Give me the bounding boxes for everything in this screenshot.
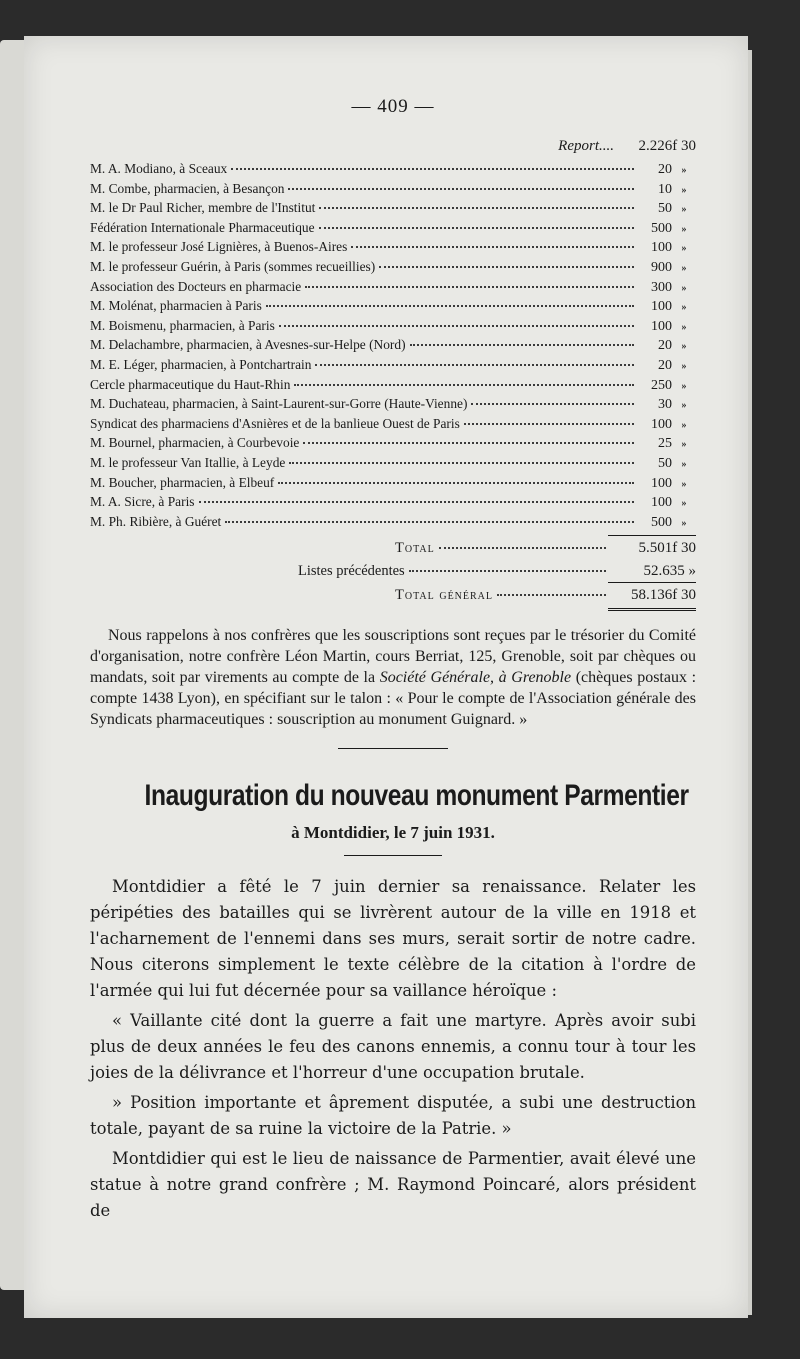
total-label: Total [395, 540, 435, 557]
general-double-rule [608, 608, 696, 611]
subscriber-name: M. le Dr Paul Richer, membre de l'Institut [90, 200, 316, 216]
leader-dots [315, 350, 634, 366]
subscriber-name: M. Delachambre, pharmacien, à Avesnes-sur-Helpe (Nord) [90, 337, 406, 353]
leader-dots [305, 272, 634, 288]
subscriber-name: Fédération Internationale Pharmaceutique [90, 219, 315, 235]
previous-lists-row [90, 559, 696, 582]
subscriber-name: M. A. Sicre, à Paris [90, 494, 195, 510]
subscriber-name: M. Boismenu, pharmacien, à Paris [90, 317, 275, 333]
total-value: 5.501f 30 [638, 540, 696, 557]
subscriber-name: M. Bournel, pharmacien, à Courbevoie [90, 435, 300, 451]
subscriber-name: M. A. Modiano, à Sceaux [90, 161, 228, 176]
leader-dots [303, 428, 634, 444]
subscriber-unit: » [681, 341, 687, 353]
subscriber-name: M. le professeur José Lignières, à Buenos-Aires [90, 239, 348, 255]
subscriber-amount: 50 [658, 455, 672, 471]
report-value: 2.226f 30 [638, 138, 696, 154]
leader-dots [464, 409, 634, 425]
subscriber-unit: » [681, 498, 687, 510]
subscriber-amount: 300 [651, 279, 672, 295]
section-divider [338, 748, 448, 749]
subscriber-name: M. le professeur Van Itallie, à Leyde [90, 454, 286, 470]
subscriber-unit: » [681, 400, 687, 412]
subscriber-amount: 20 [658, 338, 672, 354]
totals-block [90, 535, 696, 611]
subscriber-name: M. le professeur Guérin, à Paris (sommes recueillies) [90, 258, 376, 274]
general-total-row [90, 583, 696, 606]
subscriber-name: M. Duchateau, pharmacien, à Saint-Laurent-sur-Gorre (Haute-Vienne) [90, 396, 468, 412]
subscriber-amount: 100 [651, 416, 672, 432]
subscriber-amount: 100 [651, 299, 672, 315]
leader-dots [288, 174, 634, 190]
subscriber-amount: 20 [658, 162, 672, 177]
article-paragraph: » Position importante et âprement disputée, a subi une destruction totale, payant de sa ruine la victoire de la Patrie. » [90, 1093, 696, 1139]
article-paragraph: Montdidier a fêté le 7 juin dernier sa renaissance. Relater les péripéties des batailles qui se livrèrent autour de la ville en 1918 et l'acharnement de l'ennemi dans ses murs, serait sortir de notre cadre. Nous citerons simplement le texte célèbre de la citation à l'ordre de l'armée qui lui fut décernée pour sa vaillance héroïque : [90, 877, 696, 1001]
subscription-note [90, 625, 696, 730]
leader-dots [266, 291, 634, 307]
article-title: Inauguration du nouveau monument Parmentier [144, 779, 689, 813]
report-label: Report.... [558, 138, 614, 154]
subscriber-amount: 100 [651, 240, 672, 256]
note-text-2: (chèques postaux : compte 1438 Lyon), en spécifiant sur le talon : « Pour le compte de l'Association générale des Syndicats pharmaceutiques : souscription au monument Guignard. » [90, 669, 697, 729]
subscriber-amount: 25 [658, 436, 672, 452]
subscriber-unit: » [681, 282, 687, 294]
subscriber-amount: 10 [658, 181, 672, 197]
subscriber-unit: » [681, 165, 687, 176]
leader-dots [225, 507, 634, 523]
subscriber-name: M. Boucher, pharmacien, à Elbeuf [90, 474, 275, 490]
subscriber-name: Syndicat des pharmaciens d'Asnières et de la banlieue Ouest de Paris [90, 415, 460, 431]
subscriber-unit: » [681, 204, 687, 216]
subscriber-unit: » [681, 184, 687, 196]
general-total-value: 58.136f 30 [631, 587, 696, 604]
leader-dots [471, 389, 634, 405]
subscriber-amount: 250 [651, 377, 672, 393]
subscriber-row [90, 510, 696, 530]
page-content [90, 96, 696, 1224]
subscriber-unit: » [681, 439, 687, 451]
subscriber-amount: 50 [658, 201, 672, 217]
subscriber-name: Cercle pharmaceutique du Haut-Rhin [90, 376, 291, 392]
leader-dots [319, 193, 634, 209]
subscriber-unit: » [681, 380, 687, 392]
article-body [90, 874, 696, 1224]
subscriber-name: M. Ph. Ribière, à Guéret [90, 513, 222, 529]
subtitle-divider [344, 855, 442, 856]
leader-dots [410, 330, 634, 346]
article-subtitle: à Montdidier, le 7 juin 1931. [291, 823, 495, 843]
leader-dots [379, 252, 634, 268]
subscriber-list [90, 157, 696, 529]
subscriber-unit: » [681, 243, 687, 255]
subscriber-amount: 100 [651, 475, 672, 491]
page-number: — 409 — [351, 96, 435, 117]
previous-lists-value: 52.635 » [643, 563, 696, 580]
leader-dots [294, 370, 634, 386]
subscriber-unit: » [681, 478, 687, 490]
subscriber-unit: » [681, 321, 687, 333]
book-spine [0, 40, 26, 1290]
report-line [90, 138, 696, 155]
leader-dots [351, 232, 634, 248]
note-italic-bank: Société Générale, à Grenoble [379, 669, 572, 687]
subscriber-name: Association des Docteurs en pharmacie [90, 278, 302, 294]
subscriber-amount: 500 [651, 514, 672, 530]
subscriber-amount: 900 [651, 259, 672, 275]
leader-dots [497, 580, 606, 596]
subscriber-unit: » [681, 302, 687, 314]
subscriber-amount: 20 [658, 357, 672, 373]
subscriber-name: M. Molénat, pharmacien à Paris [90, 298, 262, 314]
subscriber-unit: » [681, 517, 687, 529]
subscriber-name: M. E. Léger, pharmacien, à Pontchartrain [90, 356, 312, 372]
subscriber-amount: 30 [658, 397, 672, 413]
general-total-label: Total général [395, 587, 494, 604]
leader-dots [439, 533, 606, 549]
subscriber-unit: » [681, 458, 687, 470]
subscriber-unit: » [681, 223, 687, 235]
subscriber-amount: 100 [651, 495, 672, 511]
article-paragraph: Montdidier qui est le lieu de naissance de Parmentier, avait élevé une statue à notre grand confrère ; M. Raymond Poincaré, alors président de [90, 1149, 696, 1221]
leader-dots [278, 468, 634, 484]
previous-lists-label: Listes précédentes [298, 563, 405, 580]
subscriber-amount: 100 [651, 318, 672, 334]
subscriber-name: M. Combe, pharmacien, à Besançon [90, 180, 285, 196]
subscriber-unit: » [681, 419, 687, 431]
note-text-1: Nous rappelons à nos confrères que les souscriptions sont reçues par le trésorier du Comité d'organisation, notre confrère Léon Martin, cours Berriat, 125, Grenoble, soit par chèques ou mandats, soit par virements au compte de la [90, 627, 696, 687]
subscriber-unit: » [681, 262, 687, 274]
leader-dots [279, 311, 634, 327]
leader-dots [199, 487, 634, 503]
subscriber-amount: 500 [651, 220, 672, 236]
leader-dots [289, 448, 634, 464]
subscriber-unit: » [681, 360, 687, 372]
leader-dots [319, 213, 634, 229]
page [24, 36, 748, 1318]
leader-dots [231, 154, 634, 170]
article-paragraph: « Vaillante cité dont la guerre a fait une martyre. Après avoir subi plus de deux années le feu des canons ennemis, a connu tour à tour les joies de la délivrance et l'horreur d'une occupation brutale. [90, 1011, 696, 1083]
leader-dots [409, 556, 606, 572]
